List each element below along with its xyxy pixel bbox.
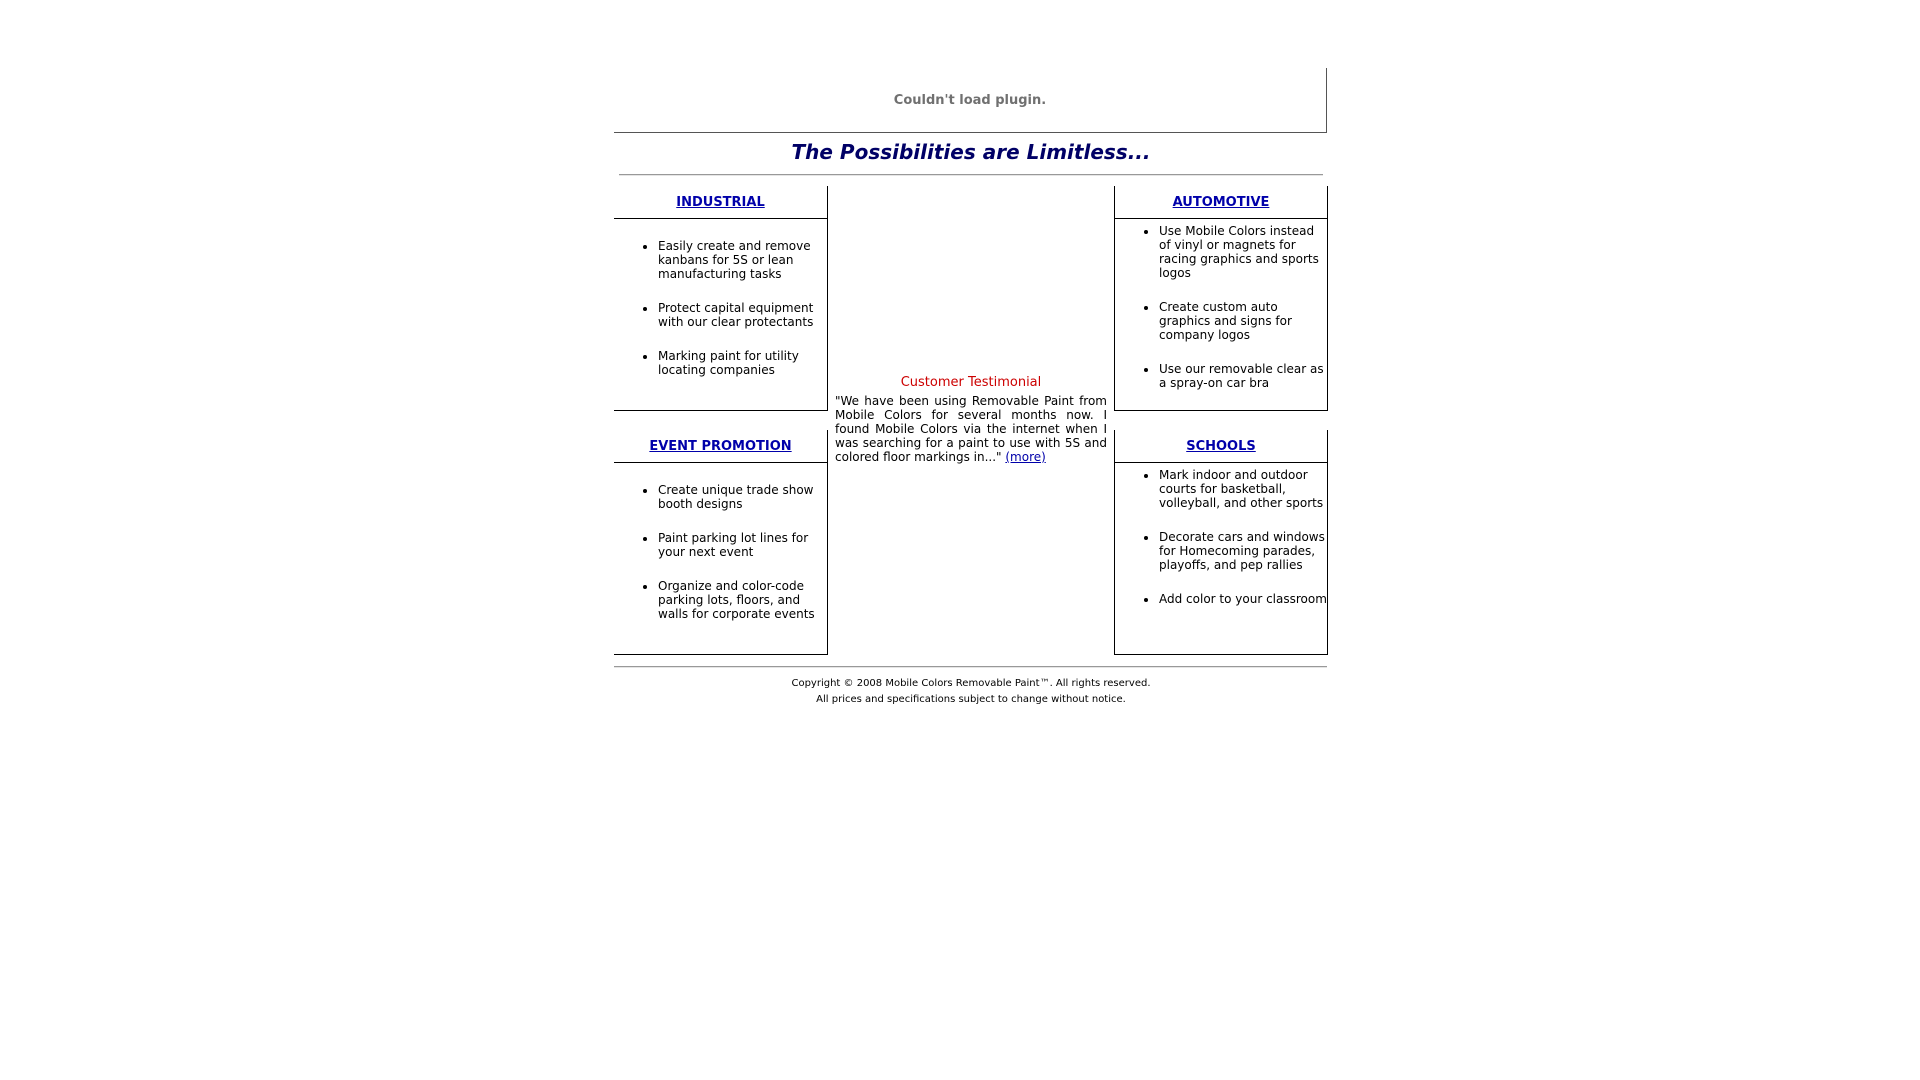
list-item: • Easily create and remove kanbans for 5S or lean manufacturing tasks — [657, 239, 827, 281]
list-item: • Create custom auto graphics and signs for company logos — [1158, 300, 1327, 342]
automotive-list — [1115, 224, 1327, 390]
copyright-text: Copyright © 2008 Mobile Colors Removable Paint™. All rights reserved. — [791, 678, 1151, 689]
bottom-divider — [614, 666, 1327, 668]
list-item: • Organize and color-code parking lots, floors, and walls for corporate events — [657, 579, 827, 621]
page-footer — [614, 676, 1328, 708]
list-item: • Use Mobile Colors instead of vinyl or magnets for racing graphics and sports logos — [1158, 224, 1327, 280]
schools-section — [1114, 430, 1328, 655]
list-item: • Marking paint for utility locating companies — [657, 349, 827, 377]
top-divider — [619, 174, 1323, 176]
schools-list — [1115, 468, 1327, 606]
plugin-placeholder[interactable] — [614, 68, 1327, 133]
customer-testimonial — [835, 375, 1107, 464]
automotive-link[interactable]: AUTOMOTIVE — [1172, 194, 1270, 210]
industrial-link[interactable]: INDUSTRIAL — [676, 194, 765, 210]
price-notice-text: All prices and specifications subject to change without notice. — [816, 694, 1126, 705]
industrial-list — [614, 239, 827, 377]
automotive-section — [1114, 186, 1328, 411]
schools-header — [1115, 430, 1327, 463]
event-promotion-section — [614, 430, 828, 655]
industrial-section — [614, 186, 828, 411]
list-item: • Add color to your classroom — [1158, 592, 1327, 606]
testimonial-title: Customer Testimonial — [900, 375, 1042, 390]
automotive-header — [1115, 186, 1327, 219]
list-item: • Decorate cars and windows for Homecoming parades, playoffs, and pep rallies — [1158, 530, 1327, 572]
plugin-error-message: Couldn't load plugin. — [893, 92, 1047, 108]
industrial-header — [614, 186, 827, 219]
list-item: • Use our removable clear as a spray-on car bra — [1158, 362, 1327, 390]
list-item: • Create unique trade show booth designs — [657, 483, 827, 511]
event-promotion-list — [614, 483, 827, 621]
list-item: • Paint parking lot lines for your next event — [657, 531, 827, 559]
testimonial-more-link[interactable]: (more) — [1005, 450, 1046, 464]
testimonial-body — [835, 394, 1107, 464]
list-item: • Mark indoor and outdoor courts for basketball, volleyball, and other sports — [1158, 468, 1327, 510]
event-promotion-header — [614, 430, 827, 463]
schools-link[interactable]: SCHOOLS — [1186, 438, 1256, 454]
testimonial-quote: "We have been using Removable Paint from Mobile Colors for several months now. I found Mobile Colors via the internet when I was searching for a paint to use with 5S and colored floor markings in..." — [835, 394, 1107, 464]
list-item: • Protect capital equipment with our clear protectants — [657, 301, 827, 329]
event-promotion-link[interactable]: EVENT PROMOTION — [649, 438, 792, 454]
page-headline: The Possibilities are Limitless... — [791, 140, 1151, 164]
